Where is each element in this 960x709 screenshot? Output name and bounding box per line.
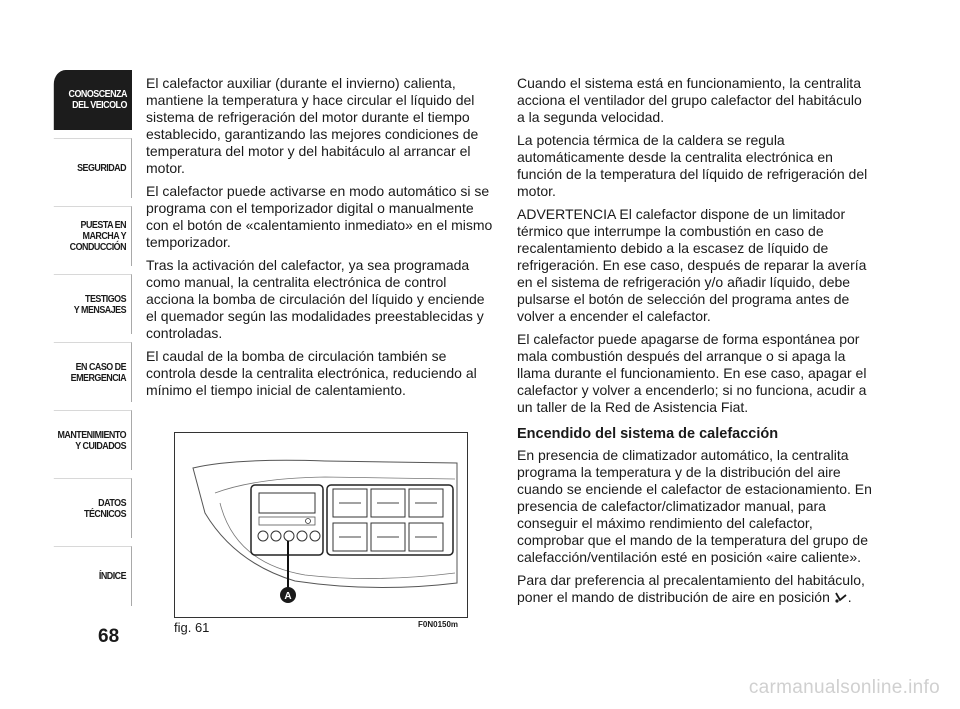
tab-mantenimiento[interactable] — [54, 410, 132, 470]
tab-label: EN CASO DE EMERGENCIA — [70, 360, 127, 384]
tab-puesta-en-marcha[interactable] — [54, 206, 132, 266]
tab-label: PUESTA EN MARCHA Y CONDUCCIÓN — [69, 219, 127, 253]
page-number: 68 — [98, 626, 120, 647]
paragraph: El caudal de la bomba de circulación también se controla desde la centralita electrónica, reduciendo al mínimo el tiempo inicial de calentamiento. — [146, 348, 477, 398]
tab-emergencia[interactable] — [54, 342, 132, 402]
paragraph: El calefactor puede apagarse de forma espontánea por mala combustión después del arranque o si apaga la llama durante el funcionamiento. En ese caso, apagar el calefactor y volver a encenderlo; si no funciona, acudir a un taller de la Red de Asistencia Fiat. — [517, 331, 867, 415]
paragraph: El calefactor puede activarse en modo automático si se programa con el temporizador digital o manualmente con el botón de «calentamiento inmediato» en el mismo temporizador. — [146, 183, 493, 250]
section-tabs — [40, 70, 132, 614]
paragraph: La potencia térmica de la caldera se regula automáticamente desde la centralita electrónica en función de la temperatura del líquido de refrigeración del motor. — [517, 132, 868, 199]
dashboard-illustration — [175, 433, 466, 616]
left-column — [146, 75, 498, 405]
paragraph-text: Para dar preferencia al precalentamiento del habitáculo, poner el mando de distribución de aire en posición — [517, 572, 865, 605]
watermark: carmanualsonline.info — [748, 677, 940, 698]
tab-indice[interactable] — [54, 546, 132, 606]
tab-label: TESTIGOS Y MENSAJES — [73, 292, 127, 316]
paragraph: Cuando el sistema está en funcionamiento, la centralita acciona el ventilador del grupo calefactor del habitáculo a la segunda velocidad. — [517, 75, 862, 125]
tab-label: CONOSCENZA DEL VEICOLO — [68, 88, 127, 111]
right-column — [517, 75, 872, 612]
tab-seguridad[interactable] — [54, 138, 132, 198]
tab-label: SEGURIDAD — [77, 162, 127, 174]
tab-label: ÍNDICE — [98, 570, 127, 582]
paragraph: En presencia de climatizador automático, la centralita programa la temperatura y de la distribución del aire cuando se enciende el calefactor de estacionamiento. En presencia de calefactor/climatizador manual, para conseguir el máximo rendimiento del calefactor, comprobar que el mando de la temperatura del grupo de calefacción/ventilación esté en posición «aire caliente». — [517, 447, 872, 565]
figure-heater-timer — [174, 432, 468, 618]
tab-datos-tecnicos[interactable] — [54, 478, 132, 538]
tab-testigos[interactable] — [54, 274, 132, 334]
tab-conoscenza-del-veicolo[interactable] — [54, 70, 132, 130]
figure-code: F0N0150m — [418, 620, 459, 629]
air-distribution-feet-icon — [834, 591, 848, 604]
tab-label: MANTENIMIENTO Y CUIDADOS — [57, 428, 127, 452]
figure-caption: fig. 61 — [174, 620, 210, 635]
section-heading: Encendido del sistema de calefacción — [517, 426, 779, 442]
figure-label-a: A — [284, 591, 292, 602]
paragraph: El calefactor auxiliar (durante el invierno) calienta, mantiene la temperatura y hace circular el líquido del sistema de refrigeración del motor durante el tiempo establecido, garantizando las mejores condiciones de temperatura del motor y del habitáculo al arrancar el motor. — [146, 75, 479, 176]
paragraph: Para dar preferencia al precalentamiento del habitáculo, poner el mando de distribución de aire en posición . — [517, 572, 865, 605]
paragraph: Tras la activación del calefactor, ya sea programada como manual, la centralita electrónica de control acciona la bomba de circulación del líquido y enciende el quemador según las modalidades preestablecidas y controladas. — [146, 257, 485, 341]
warning-paragraph: ADVERTENCIA El calefactor dispone de un limitador térmico que interrumpe la combustión en caso de recalentamiento debido a la escasez de líquido de refrigeración. En ese caso, después de reparar la avería en el sistema de refrigeración y/o añadir líquido, debe pulsarse el botón de selección del programa antes de volver a encender el calefactor. — [517, 206, 867, 324]
tab-label: DATOS TÉCNICOS — [84, 496, 127, 520]
